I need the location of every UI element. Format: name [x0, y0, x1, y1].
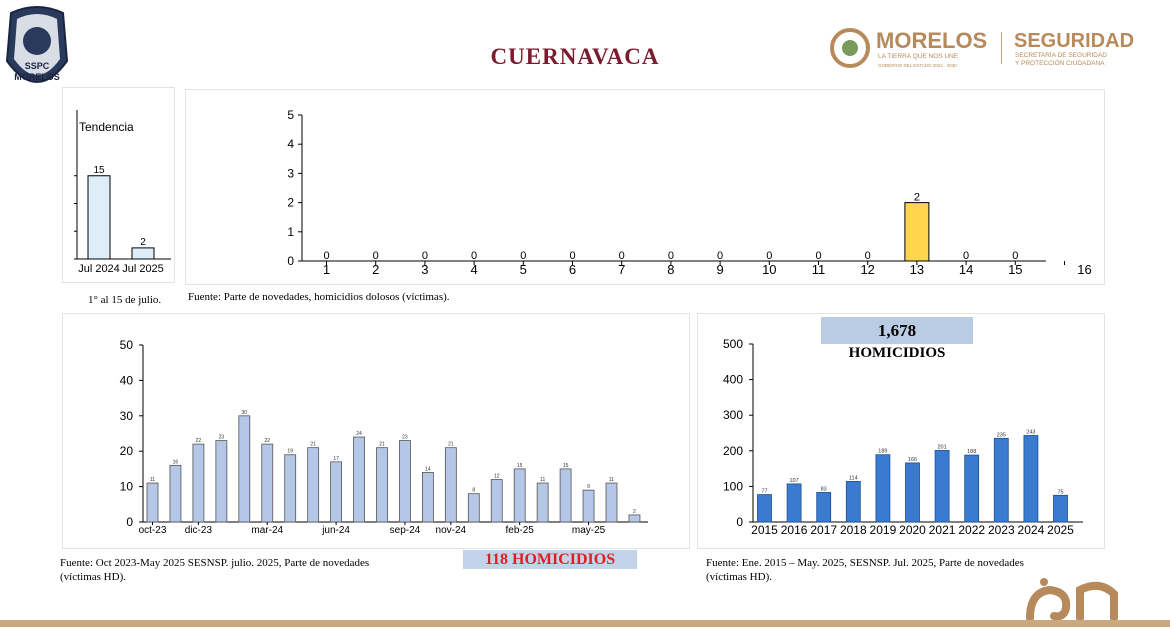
- annual-y-tick-label: 0: [736, 515, 743, 529]
- monthly-data-label: 19: [287, 448, 293, 455]
- monthly-x-tick-label: sep-24: [389, 525, 421, 536]
- annual-bar: [906, 463, 920, 522]
- daily-bar: [905, 203, 929, 261]
- annual-data-label: 166: [907, 456, 918, 463]
- monthly-data-label: 23: [218, 434, 225, 441]
- daily-x-tick-label: 6: [568, 262, 577, 277]
- monthly-data-label: 11: [149, 477, 156, 484]
- daily-data-label: 0: [421, 250, 428, 262]
- daily-data-label: 0: [569, 250, 576, 262]
- police-logo-top: SSPC: [24, 61, 50, 71]
- annual-y-tick-label: 400: [722, 372, 743, 387]
- annual-bar: [994, 438, 1008, 522]
- annual-bar: [758, 495, 772, 522]
- monthly-bar: [216, 441, 227, 522]
- annual-data-label: 235: [996, 432, 1006, 439]
- monthly-data-label: 30: [241, 409, 248, 416]
- monthly-bar: [514, 469, 525, 522]
- annual-x-tick-label: 2025: [1047, 523, 1074, 537]
- daily-data-label: 0: [1012, 250, 1019, 262]
- monthly-x-tick-label: oct-23: [138, 525, 167, 536]
- annual-bar: [846, 481, 860, 522]
- annual-y-tick-label: 500: [722, 337, 743, 351]
- daily-x-tick-label: 4: [470, 262, 478, 277]
- daily-y-tick-label: 2: [287, 195, 294, 210]
- monthly-y-tick-label: 0: [126, 515, 133, 529]
- daily-y-tick-label: 0: [287, 254, 294, 268]
- trend-caption: 1° al 15 de julio.: [88, 294, 162, 306]
- monthly-y-tick-label: 30: [119, 408, 133, 423]
- monthly-data-label: 21: [379, 441, 385, 448]
- annual-y-tick-label: 200: [722, 443, 743, 458]
- annual-source-line2: (víctimas HD).: [706, 571, 772, 583]
- monthly-x-tick-label: feb-25: [505, 525, 534, 536]
- daily-x-tick-label: 5: [519, 262, 527, 277]
- monthly-data-label: 8: [472, 487, 476, 494]
- monthly-bar: [422, 472, 433, 522]
- monthly-y-tick-label: 10: [119, 479, 133, 494]
- monthly-bar: [308, 448, 319, 522]
- annual-total-label: HOMICIDIOS: [848, 345, 946, 361]
- annual-total-badge: 1,678: [821, 317, 973, 344]
- annual-bar: [935, 450, 949, 522]
- daily-data-label: 0: [471, 250, 478, 262]
- daily-x-tick-label: 15: [1008, 262, 1023, 277]
- annual-data-label: 243: [1026, 429, 1036, 436]
- daily-data-label: 0: [963, 250, 970, 262]
- daily-x-tick-label: 2: [372, 262, 380, 277]
- security-logo: [1010, 24, 1160, 76]
- daily-x-tick-label: 12: [860, 262, 875, 277]
- daily-x-tick-label: 14: [958, 262, 974, 277]
- monthly-data-label: 21: [310, 441, 316, 448]
- monthly-data-label: 2: [633, 508, 636, 515]
- morelos-logo-tagline: LA TIERRA QUE NOS UNE: [878, 53, 959, 60]
- daily-y-tick-label: 4: [287, 137, 294, 152]
- monthly-chart: [63, 314, 691, 550]
- daily-data-label: 0: [815, 250, 822, 262]
- bottom-bar: [0, 620, 1170, 627]
- trend-bar: [132, 248, 154, 259]
- monthly-total-badge: 118 HOMICIDIOS: [463, 550, 637, 569]
- monthly-data-label: 22: [264, 438, 271, 445]
- monthly-data-label: 22: [195, 438, 202, 445]
- monthly-data-label: 17: [333, 455, 339, 462]
- annual-bar: [817, 492, 831, 522]
- monthly-data-label: 15: [562, 462, 569, 469]
- daily-x-tick-label: 8: [667, 262, 675, 277]
- daily-y-tick-label: 5: [287, 108, 294, 122]
- annual-y-tick-label: 100: [722, 479, 743, 494]
- daily-data-label: 0: [618, 250, 625, 262]
- monthly-bar: [147, 483, 158, 522]
- daily-data-label: 0: [323, 250, 330, 262]
- monthly-x-tick-label: may-25: [571, 525, 606, 536]
- daily-chart-panel: [185, 89, 1105, 285]
- annual-x-tick-label: 2017: [810, 523, 838, 537]
- daily-data-label: 0: [864, 250, 871, 262]
- monthly-chart-panel: [62, 313, 690, 549]
- monthly-bar: [606, 483, 617, 522]
- trend-title: Tendencia: [79, 120, 134, 134]
- monthly-bar: [193, 444, 204, 522]
- trend-data-label: 15: [93, 164, 105, 176]
- annual-bar: [876, 455, 890, 522]
- monthly-data-label: 11: [540, 477, 546, 484]
- monthly-data-label: 23: [402, 434, 408, 441]
- monthly-y-tick-label: 40: [119, 373, 133, 388]
- morelos-logo-name: MORELOS: [876, 28, 988, 53]
- monthly-data-label: 16: [172, 459, 179, 466]
- annual-data-label: 107: [789, 477, 799, 484]
- monthly-source-line1: Fuente: Oct 2023-May 2025 SESNSP. julio. 2025, Parte de novedades: [60, 557, 370, 569]
- monthly-x-tick-label: jun-24: [322, 525, 351, 536]
- monthly-bar: [170, 465, 181, 522]
- trend-chart: [63, 88, 176, 284]
- annual-x-tick-label: 2019: [869, 523, 897, 537]
- annual-data-label: 189: [878, 448, 888, 455]
- monthly-data-label: 21: [448, 441, 454, 448]
- monthly-bar: [468, 494, 479, 522]
- monthly-data-label: 15: [516, 462, 523, 469]
- daily-x-tick-label: 9: [716, 262, 724, 277]
- monthly-source: [60, 556, 460, 584]
- daily-chart: [186, 90, 1106, 286]
- monthly-bar: [262, 444, 273, 522]
- monthly-bar: [331, 462, 342, 522]
- daily-x-tick-label: 1: [322, 262, 331, 277]
- logo-divider: [1001, 32, 1002, 64]
- monthly-bar: [285, 455, 296, 522]
- monthly-source-line2: (víctimas HD).: [60, 571, 126, 583]
- security-logo-line1: SECRETARÍA DE SEGURIDAD: [1015, 52, 1107, 59]
- annual-data-label: 77: [761, 488, 768, 495]
- annual-data-label: 114: [848, 475, 858, 482]
- daily-data-label: 0: [667, 250, 674, 262]
- annual-bar: [787, 484, 801, 522]
- annual-x-tick-label: 2022: [958, 523, 986, 537]
- daily-x-tick-label: 10: [762, 262, 777, 277]
- trend-bar: [88, 176, 110, 259]
- monthly-data-label: 11: [608, 477, 615, 484]
- annual-data-label: 188: [967, 449, 977, 456]
- police-logo-bottom: MORELOS: [14, 72, 60, 82]
- monthly-y-tick-label: 20: [119, 444, 133, 459]
- morelos-logo-subline: GOBIERNO DEL ESTADO 2024 · 2030: [878, 63, 957, 68]
- monthly-bar: [445, 448, 456, 522]
- monthly-bar: [239, 416, 250, 522]
- daily-x-tick-label: 13: [909, 262, 925, 277]
- morelos-logo: [826, 24, 996, 76]
- monthly-bar: [537, 483, 548, 522]
- annual-x-tick-label: 2023: [987, 523, 1015, 537]
- monthly-data-label: 9: [587, 484, 590, 491]
- annual-x-tick-label: 2018: [839, 523, 867, 537]
- daily-data-label: 2: [913, 191, 920, 204]
- annual-x-tick-label: 2015: [751, 523, 778, 537]
- security-logo-name: SEGURIDAD: [1014, 30, 1135, 52]
- trend-data-label: 2: [140, 236, 146, 248]
- monthly-bar: [629, 515, 640, 522]
- annual-data-label: 83: [820, 486, 827, 493]
- trend-chart-panel: [62, 87, 175, 283]
- monthly-data-label: 14: [425, 466, 431, 473]
- annual-x-tick-label: 2016: [780, 523, 808, 537]
- daily-y-tick-label: 3: [287, 166, 294, 181]
- trend-x-tick-label: Jul 2025: [122, 263, 164, 275]
- monthly-bar: [583, 490, 594, 522]
- monthly-bar: [354, 437, 365, 522]
- daily-x-tick-label: 11: [811, 262, 826, 277]
- monthly-x-tick-label: nov-24: [435, 525, 467, 536]
- annual-bar: [1054, 495, 1068, 522]
- daily-data-label: 0: [520, 250, 527, 262]
- monthly-bar: [377, 448, 388, 522]
- page-title: CUERNAVACA: [490, 44, 660, 69]
- annual-data-label: 75: [1057, 489, 1064, 496]
- monthly-data-label: 12: [493, 473, 500, 480]
- decorative-glyph: [1010, 574, 1140, 624]
- daily-x-tick-label: 7: [618, 262, 626, 277]
- daily-data-label: 0: [717, 250, 724, 262]
- security-logo-line2: Y PROTECCIÓN CIUDADANA: [1015, 60, 1105, 67]
- annual-y-tick-label: 300: [722, 408, 743, 423]
- annual-data-label: 201: [937, 444, 947, 451]
- daily-y-tick-label: 1: [287, 224, 294, 239]
- monthly-x-tick-label: dic-23: [184, 525, 213, 536]
- daily-x-tick-label: 3: [421, 262, 429, 277]
- monthly-x-tick-label: mar-24: [251, 525, 284, 536]
- annual-x-tick-label: 2021: [928, 523, 956, 537]
- monthly-y-tick-label: 50: [119, 338, 133, 352]
- monthly-bar: [399, 441, 410, 522]
- daily-source: Fuente: Parte de novedades, homicidios dolosos (víctimas).: [188, 291, 450, 303]
- annual-bar: [965, 455, 979, 522]
- annual-x-tick-label: 2020: [899, 523, 926, 537]
- monthly-data-label: 24: [356, 431, 362, 438]
- annual-source-line1: Fuente: Ene. 2015 – May. 2025, SESNSP. Jul. 2025, Parte de novedades: [706, 557, 1024, 569]
- trend-x-tick-label: Jul 2024: [78, 263, 120, 275]
- daily-x-tick-label: 16: [1077, 262, 1092, 277]
- monthly-bar: [560, 469, 571, 522]
- monthly-bar: [491, 480, 502, 522]
- annual-x-tick-label: 2024: [1017, 523, 1045, 537]
- annual-bar: [1024, 435, 1038, 522]
- daily-data-label: 0: [372, 250, 379, 262]
- daily-data-label: 0: [766, 250, 773, 262]
